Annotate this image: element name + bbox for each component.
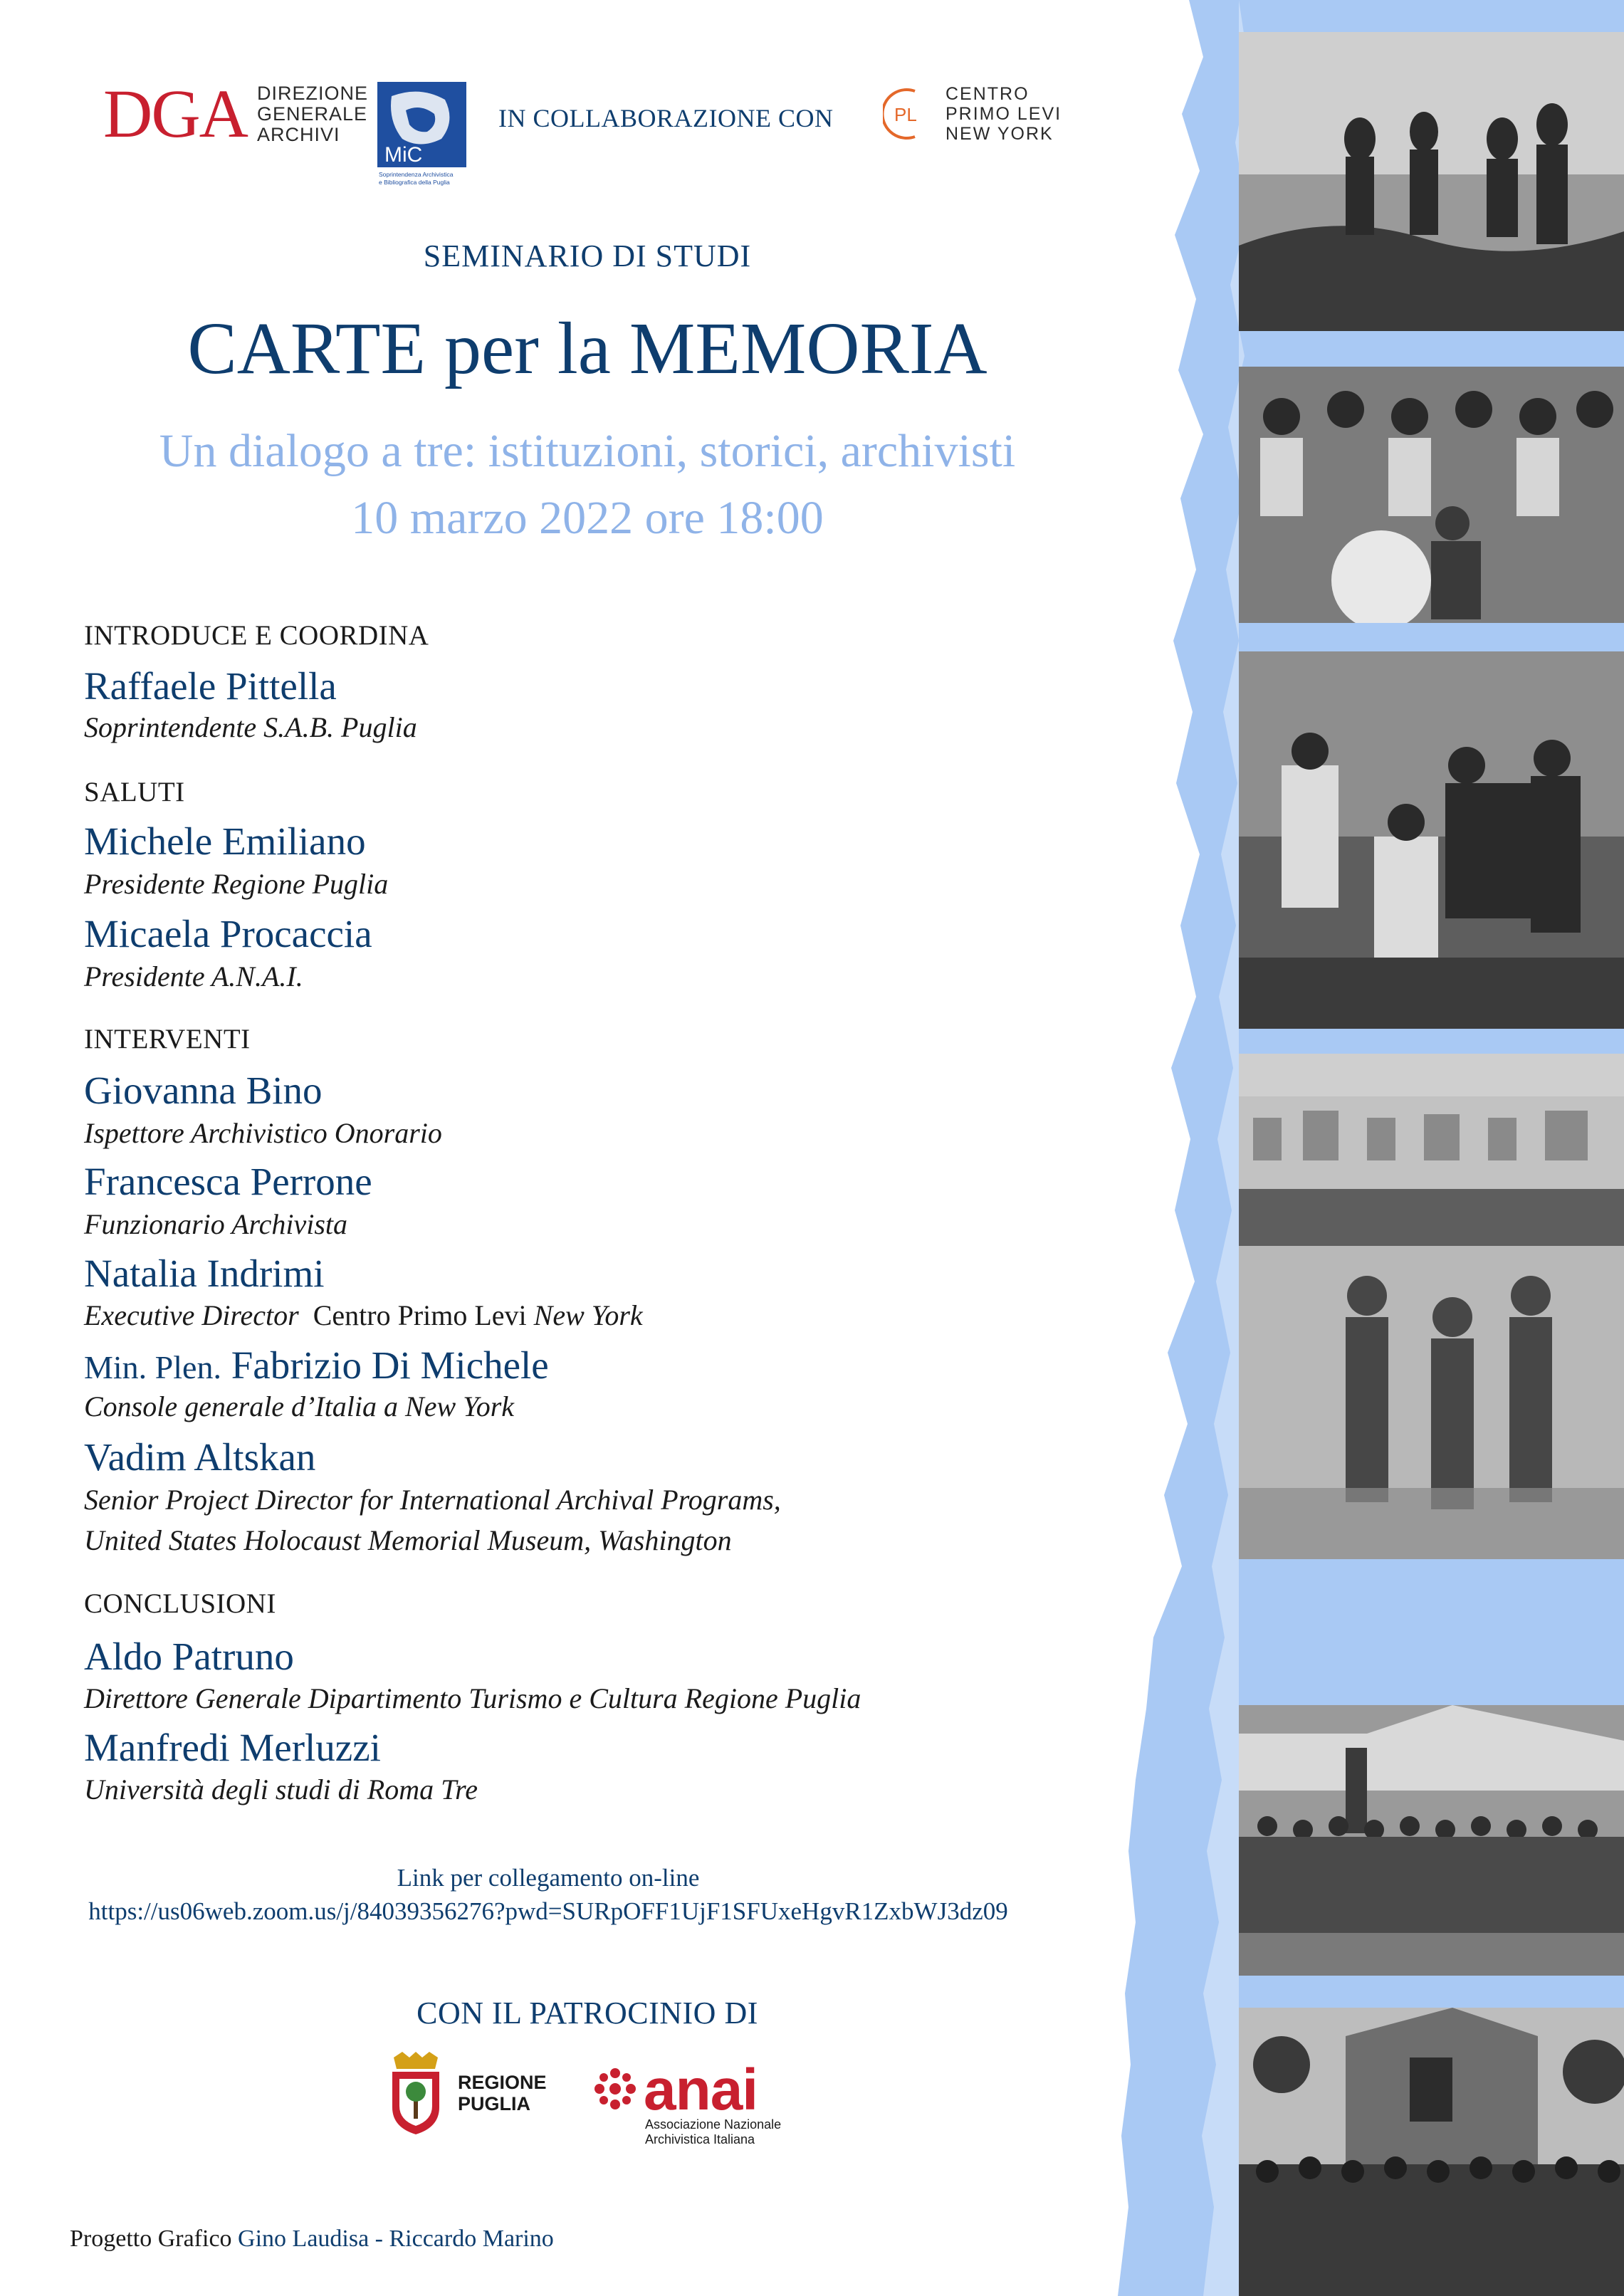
graphic-design-credits: [70, 2226, 554, 2253]
archival-photo-group-of-women: [1239, 367, 1624, 623]
section-introduce-label: INTRODUCE E COORDINA: [84, 620, 429, 651]
dga-line2: GENERALE: [256, 103, 368, 125]
centro-primo-levi-logo: [883, 84, 1062, 144]
speaker-name: Raffaele Pittella: [84, 664, 337, 708]
speaker-role: Presidente Regione Puglia: [84, 868, 389, 900]
mic-caption-2: e Bibliografica della Puglia: [379, 179, 450, 186]
speaker-role-part-a: Executive Director: [84, 1299, 299, 1331]
speaker-name: Manfredi Merluzzi: [84, 1726, 381, 1769]
speaker-role: Funzionario Archivista: [84, 1208, 347, 1240]
speaker-role: Console generale d’Italia a New York: [84, 1390, 515, 1422]
speaker-name: Giovanna Bino: [84, 1069, 323, 1112]
speaker-name: [84, 1343, 549, 1388]
event-title: CARTE per la MEMORIA: [187, 308, 988, 389]
speaker-role: Presidente A.N.A.I.: [84, 960, 303, 992]
mic-caption-1: Soprintendenza Archivistica: [379, 171, 454, 178]
archival-photo-crowd-church: [1239, 2008, 1624, 2296]
patronage-label: CON IL PATROCINIO DI: [417, 1996, 758, 2030]
speaker-role: Ispettore Archivistico Onorario: [84, 1117, 442, 1149]
dga-logo-text: [257, 83, 368, 145]
credits-authors: Gino Laudisa - Riccardo Marino: [238, 2226, 554, 2252]
archival-photo-people-seated: [1239, 651, 1624, 1029]
dga-line1: DIREZIONE: [256, 82, 368, 104]
cpl-line3: NEW YORK: [945, 124, 1054, 144]
speaker-name: Aldo Patruno: [84, 1635, 294, 1678]
speaker-name-text: Fabrizio Di Michele: [231, 1343, 549, 1387]
speaker-role: Soprintendente S.A.B. Puglia: [84, 711, 417, 743]
cpl-mark-text: PL: [894, 104, 917, 125]
online-link-url[interactable]: https://us06web.zoom.us/j/84039356276?pwd=SURpOFF1UjF1SFUxeHgvR1ZxbWJ3dz09: [88, 1897, 1008, 1925]
anai-line1: Associazione Nazionale: [645, 2117, 782, 2132]
speaker-role: [84, 1299, 643, 1332]
speaker-role: Università degli studi di Roma Tre: [84, 1773, 478, 1805]
archival-photo-children-group: [1239, 1705, 1624, 1976]
section-conclusioni-label: CONCLUSIONI: [84, 1588, 276, 1619]
regione-line2: PUGLIA: [458, 2093, 531, 2114]
archival-photo-group-by-sea: [1239, 32, 1624, 331]
speaker-name: Francesca Perrone: [84, 1160, 372, 1203]
regione-puglia-text: [458, 2072, 547, 2114]
speaker-prefix: Min. Plen.: [84, 1349, 221, 1385]
speaker-name: Natalia Indrimi: [84, 1252, 325, 1295]
regione-puglia-crest-icon: [388, 2050, 444, 2136]
speaker-role: Direttore Generale Dipartimento Turismo e Cultura Regione Puglia: [84, 1682, 861, 1714]
credits-label: Progetto Grafico: [70, 2226, 232, 2252]
anai-wordmark: anai: [644, 2058, 758, 2122]
speaker-name: Michele Emiliano: [84, 819, 366, 863]
speaker-role: Senior Project Director for International Archival Programs,: [84, 1484, 781, 1516]
event-date: 10 marzo 2022 ore 18:00: [351, 492, 824, 544]
dga-logo: [103, 75, 368, 152]
regione-puglia-logo: [388, 2050, 547, 2136]
regione-line1: REGIONE: [458, 2072, 547, 2093]
cpl-logo-mark: [883, 85, 933, 142]
speaker-name: Vadim Altskan: [84, 1435, 316, 1479]
event-subtitle: Un dialogo a tre: istituzioni, storici, archivisti: [159, 425, 1016, 477]
mic-mark: MiC: [384, 143, 423, 167]
section-saluti-label: SALUTI: [84, 777, 185, 807]
speaker-name: Micaela Procaccia: [84, 912, 372, 955]
event-kicker: SEMINARIO DI STUDI: [423, 238, 752, 273]
mic-soprintendenza-logo: [377, 82, 466, 189]
speaker-role-continued: United States Holocaust Memorial Museum, Washington: [84, 1524, 732, 1556]
anai-logo: [591, 2058, 782, 2146]
dga-line3: ARCHIVI: [256, 123, 340, 145]
anai-flower-icon: [591, 2065, 639, 2113]
collaboration-label: IN COLLABORAZIONE CON: [498, 104, 834, 132]
dga-logo-mark: DGA: [103, 75, 247, 152]
anai-line2: Archivistica Italiana: [645, 2132, 755, 2146]
cpl-line1: CENTRO: [945, 84, 1030, 104]
speaker-role-part-c: New York: [533, 1299, 643, 1331]
cpl-logo-text: [945, 84, 1062, 144]
section-interventi-label: INTERVENTI: [84, 1024, 251, 1054]
online-link-label: Link per collegamento on-line: [397, 1864, 700, 1892]
cpl-line2: PRIMO LEVI: [945, 104, 1062, 124]
speaker-role-part-b: Centro Primo Levi: [313, 1299, 527, 1331]
archival-photo-swimmers-at-seaside: [1239, 1054, 1624, 1559]
anai-subtitle: [645, 2117, 781, 2147]
